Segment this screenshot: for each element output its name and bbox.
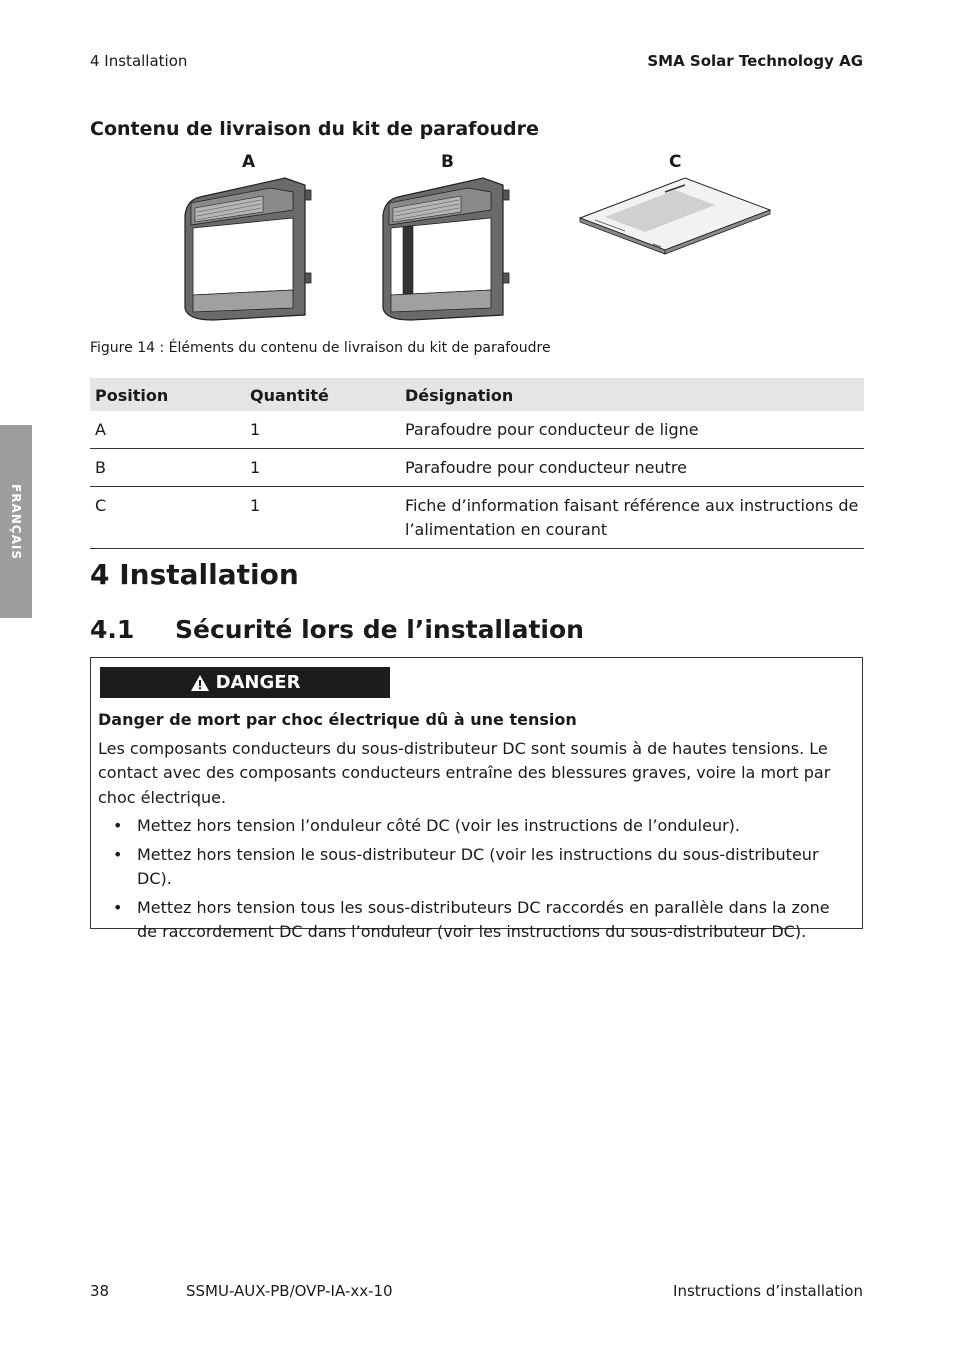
- surge-arrester-line-image: [185, 178, 311, 320]
- section-heading: 4 Installation: [90, 558, 299, 591]
- column-header-quantity: Quantité: [245, 378, 400, 411]
- language-tab-label: FRANÇAIS: [9, 483, 23, 560]
- danger-content: [98, 708, 854, 949]
- figure-label-a: A: [242, 152, 256, 172]
- danger-action-list: [98, 814, 854, 945]
- bullet-icon: •: [113, 897, 123, 917]
- cell-position: C: [90, 487, 245, 549]
- bullet-icon: •: [113, 844, 123, 864]
- surge-arrester-neutral-image: [383, 178, 509, 320]
- cell-quantity: 1: [245, 449, 400, 487]
- figure-caption: Figure 14 : Éléments du contenu de livraison du kit de parafoudre: [90, 340, 551, 356]
- bullet-icon: •: [113, 816, 123, 835]
- figure-label-b: B: [441, 152, 454, 172]
- table-row: [90, 449, 864, 487]
- cell-position: B: [90, 449, 245, 487]
- cell-designation: Parafoudre pour conducteur de ligne: [400, 411, 864, 449]
- cell-designation: Parafoudre pour conducteur neutre: [400, 449, 864, 487]
- kit-title: Contenu de livraison du kit de parafoudre: [90, 118, 539, 140]
- danger-label-bar: [100, 667, 390, 698]
- list-item-text: Mettez hors tension le sous-distributeur DC (voir les instructions du sous-distributeur DC).: [137, 844, 819, 888]
- danger-notice: [90, 657, 863, 941]
- column-header-position: Position: [90, 378, 245, 411]
- page-number: 38: [90, 1282, 110, 1300]
- header-section: 4 Installation: [90, 52, 188, 70]
- document-type: Instructions d’installation: [673, 1282, 863, 1300]
- cell-designation: Fiche d’information faisant référence aux instructions de l’alimentation en courant: [400, 487, 864, 549]
- subsection-number: 4.1: [90, 615, 135, 644]
- header-company: SMA Solar Technology AG: [647, 52, 863, 70]
- danger-description: Les composants conducteurs du sous-distributeur DC sont soumis à de hautes tensions. Le contact avec des composants conducteurs entraîne des blessures graves, voire la mort par choc électrique.: [98, 738, 831, 807]
- list-item-text: Mettez hors tension tous les sous-distributeurs DC raccordés en parallèle dans la zone de raccordement DC dans l’onduleur (voir les instructions du sous-distributeur DC).: [137, 897, 830, 941]
- warning-triangle-icon: [190, 674, 210, 692]
- table-row: [90, 411, 864, 449]
- list-item: [98, 896, 854, 945]
- table-header-row: [90, 378, 864, 411]
- table-row: [90, 487, 864, 549]
- delivery-table: [90, 378, 864, 549]
- danger-heading: Danger de mort par choc électrique dû à une tension: [98, 710, 577, 729]
- information-sheet-image: [580, 178, 770, 254]
- document-id: SSMU-AUX-PB/OVP-IA-xx-10: [186, 1282, 393, 1300]
- danger-label: DANGER: [215, 672, 301, 693]
- list-item: [98, 814, 854, 839]
- cell-quantity: 1: [245, 487, 400, 549]
- figure-label-c: C: [669, 152, 682, 172]
- subsection-heading: [90, 615, 584, 644]
- list-item: [98, 843, 854, 892]
- cell-position: A: [90, 411, 245, 449]
- list-item-text: Mettez hors tension l’onduleur côté DC (voir les instructions de l’onduleur).: [137, 816, 741, 835]
- column-header-designation: Désignation: [400, 378, 864, 411]
- cell-quantity: 1: [245, 411, 400, 449]
- language-tab: [0, 425, 32, 618]
- kit-figure: [175, 170, 785, 330]
- subsection-title: Sécurité lors de l’installation: [175, 615, 584, 644]
